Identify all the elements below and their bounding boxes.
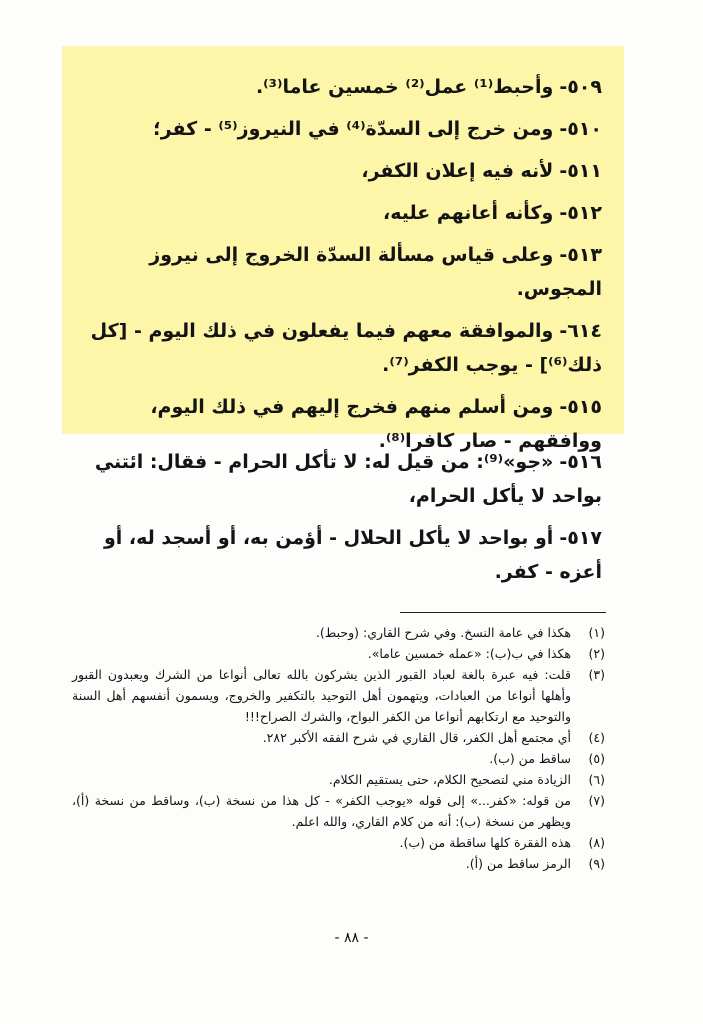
entry-number: ٥١٥-	[559, 396, 602, 418]
footnote-6	[72, 769, 605, 790]
footnote-number: (٨)	[588, 835, 605, 850]
entry-number: ٥١٠-	[559, 118, 602, 140]
footnote-number: (١)	[588, 625, 605, 640]
footnote-divider	[400, 612, 606, 613]
entry-number: ٦١٤-	[559, 320, 602, 342]
entry-514	[78, 314, 602, 382]
main-text-highlighted	[78, 70, 602, 458]
entry-number: ٥١٧-	[559, 527, 602, 549]
footnote-8	[72, 832, 605, 853]
footnote-4	[72, 727, 605, 748]
footnote-text: هذه الفقرة كلها ساقطة من (ب).	[399, 835, 571, 850]
main-text-plain	[78, 445, 602, 589]
entry-text: وعلى قياس مسألة السدّة الخروج إلى نيروز المجوس.	[149, 244, 602, 300]
footnote-number: (٢)	[588, 646, 605, 661]
footnote-5	[72, 748, 605, 769]
footnote-text: ساقط من (ب).	[489, 751, 571, 766]
footnote-text: أي مجتمع أهل الكفر، قال القاري في شرح الفقه الأكبر ٢٨٢.	[262, 730, 571, 745]
entry-517	[78, 521, 602, 589]
entry-number: ٥١٦-	[559, 451, 602, 473]
entry-text: ومن أسلم منهم فخرج إليهم في ذلك اليوم، ووافقهم - صار كافرا⁽⁸⁾.	[150, 396, 602, 452]
footnote-text: الرمز ساقط من (أ).	[465, 856, 571, 871]
entry-text: أو بواحد لا يأكل الحلال - أؤمن به، أو أسجد له، أو أعزه - كفر.	[103, 527, 602, 583]
entry-number: ٥٠٩-	[559, 76, 602, 98]
footnote-text: قلت: فيه عبرة بالغة لعباد القبور الذين يشركون بالله تعالى أنواعا من الشرك ويعبدون القبور وأهلها أنواعا من العبادات، ويتهمون أهل التوحيد بالتكفير والخروج، ويسمون أنفسهم أهل السنة والتوحيد مع ارتكابهم أنواعا من الكفر البواح، والشرك الصراح!!!	[72, 667, 571, 724]
footnote-number: (٩)	[588, 856, 605, 871]
page-number: - ٨٨ -	[334, 930, 369, 946]
entry-number: ٥١٢-	[559, 202, 602, 224]
footnote-7	[72, 790, 605, 832]
entry-number: ٥١١-	[559, 160, 602, 182]
footnote-number: (٣)	[588, 667, 605, 682]
footnotes	[72, 622, 605, 874]
footnote-text: الزيادة مني لتصحيح الكلام، حتى يستقيم الكلام.	[328, 772, 571, 787]
entry-number: ٥١٣-	[559, 244, 602, 266]
footnote-2	[72, 643, 605, 664]
footnote-9	[72, 853, 605, 874]
entry-text: وأحبط⁽¹⁾ عمل⁽²⁾ خمسين عاما⁽³⁾.	[255, 76, 554, 98]
footnote-text: هكذا في ب(ب): «عمله خمسين عاما».	[367, 646, 571, 661]
footnote-number: (٤)	[588, 730, 605, 745]
entry-516	[78, 445, 602, 513]
footnote-text: هكذا في عامة النسخ. وفي شرح القاري: (وحبط).	[315, 625, 571, 640]
footnote-number: (٥)	[588, 751, 605, 766]
footnote-1	[72, 622, 605, 643]
entry-text: وكأنه أعانهم عليه،	[382, 202, 554, 224]
footnote-number: (٦)	[588, 772, 605, 787]
footnote-number: (٧)	[588, 793, 605, 808]
entry-509	[78, 70, 602, 104]
footnote-3	[72, 664, 605, 727]
entry-text: ومن خرج إلى السدّة⁽⁴⁾ في النيروز⁽⁵⁾ - كفر؛	[153, 118, 554, 140]
entry-511	[78, 154, 602, 188]
entry-510	[78, 112, 602, 146]
entry-text: «جو»⁽⁹⁾: من قيل له: لا تأكل الحرام - فقال: ائتني بواحد لا يأكل الحرام،	[94, 451, 602, 507]
entry-512	[78, 196, 602, 230]
entry-text: لأنه فيه إعلان الكفر،	[361, 160, 554, 182]
footnote-text: من قوله: «كفر...» إلى قوله «يوجب الكفر» - كل هذا من نسخة (ب)، وساقط من نسخة (أ)، ويظهر من نسخة (ب): أنه من كلام القاري، والله اعلم.	[72, 793, 571, 829]
entry-513	[78, 238, 602, 306]
entry-text: والموافقة معهم فيما يفعلون في ذلك اليوم - [كل ذلك⁽⁶⁾] - يوجب الكفر⁽⁷⁾.	[90, 320, 602, 376]
